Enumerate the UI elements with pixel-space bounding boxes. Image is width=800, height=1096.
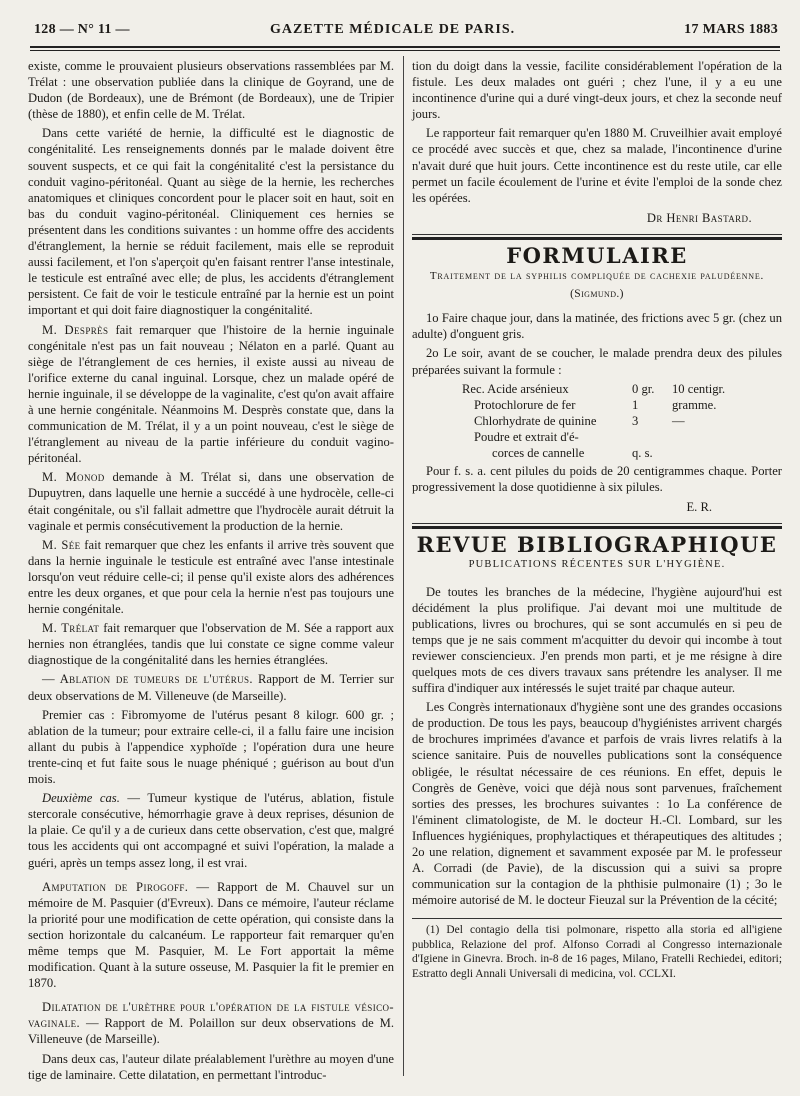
ingredient-name: corces de cannelle <box>492 445 585 460</box>
ingredient-unit: — <box>672 413 685 428</box>
section-heading: — Ablation de tumeurs de l'utérus. <box>42 672 253 687</box>
paragraph <box>28 879 394 992</box>
ingredient-name: Protochlorure de fer <box>474 397 576 412</box>
speaker-name: M. Monod <box>42 470 105 485</box>
paragraph <box>28 322 394 467</box>
section-heading: Amputation de Pirogoff. <box>42 879 189 894</box>
formula-row <box>412 429 782 445</box>
formulaire-author: (Sigmund.) <box>570 288 624 301</box>
paragraph <box>28 537 394 617</box>
prescription-formula <box>412 381 782 461</box>
revue-subtitle: PUBLICATIONS RÉCENTES SUR L'HYGIÈNE. <box>468 559 726 571</box>
formula-row <box>412 381 782 397</box>
section-heading: Dilatation de l'urèthre pour l'opération de la fistule vésico-vaginale. <box>28 1000 394 1031</box>
ingredient-name: Rec. Acide arsénieux <box>462 381 569 396</box>
speaker-name: M. Sée <box>42 537 81 552</box>
page-header <box>34 20 778 44</box>
paragraph-text: — Rapport de M. Polaillon sur deux observations de M. Villeneuve (de Marseille). <box>28 1016 394 1047</box>
paragraph: Dans cette variété de hernie, la difficulté est le diagnostic de congénitalité. Les renseignements donnés par le malade doivent être souvent suspects, et ce qui fait la congénitalité c'est la persistance du conduit vagino-péritonéal. Quant au siège de la hernie, les recherches anatomiques et cliniques concordent pour le placer soit en haut, soit en bas du conduit vagino-péritonéal. Cliniquement ces hernies se présentent dans les conditions suivantes : un homme offre des accidents d'étranglement, la hernie se réduit facilement, mais elle se reproduit aussi facilement, et l'on s'aperçoit qu'en faisant rentrer l'anse intestinale, le testicule est entraîné avec elle; de plus, les accidents d'étranglement persistent. Ce fait de voir le testicule entraîné par la hernie est un point important et qui doit faire diagnostiquer la congénitalité. <box>28 126 394 318</box>
paragraph: existe, comme le prouvaient plusieurs observations rassemblées par M. Trélat : une observation publiée dans la clinique de Goyrand, une de Dudon (de Bordeaux), une de Brémont (de Bordeaux), une de Tripier (thèse de 1880), et enfin celle de M. Trélat. <box>28 59 394 122</box>
paragraph-text: fait remarquer que l'observation de M. Sée a rapport aux hernies non étranglées, tandis que lui constate ce signe comme valeur diagnostique de la congénitalité dans les hernies étranglées. <box>28 621 394 668</box>
journal-title: GAZETTE MÉDICALE DE PARIS. <box>270 22 516 37</box>
formulaire-title: FORMULAIRE <box>506 242 688 268</box>
ingredient-qty: q. s. <box>632 445 653 460</box>
speaker-name: M. Desprès <box>42 322 109 337</box>
right-column <box>412 58 782 984</box>
paragraph-text: fait remarquer que chez les enfants il arrive très souvent que dans la hernie inguinale le testicule est entraîné avec l'anse intestinale lorsqu'on veut réduire celle-ci; il pense qu'il existe alors des adhérences entre les deux organes, et que pour cela la hernie n'est pas toujours une hernie congénitale. <box>28 537 394 617</box>
paragraph <box>28 999 394 1047</box>
paragraph <box>28 671 394 703</box>
ingredient-qty: 3 <box>632 413 639 428</box>
section-rule <box>412 234 782 235</box>
author-signature: E. R. <box>686 500 712 515</box>
section-rule-thick <box>412 526 782 529</box>
case-heading: Deuxième cas. <box>42 791 120 806</box>
paragraph-text: demande à M. Trélat si, dans une observation de Dupuytren, dans laquelle une hernie a succédé à une hydrocèle, celle-ci était congénitale, ou s'il fallait admettre que l'hydrocèle aurait détruit la vaginale et permis consécutivement la production de la hernie. <box>28 470 395 533</box>
header-rule <box>30 46 780 48</box>
formula-row <box>412 413 782 429</box>
ingredient-qty: 1 <box>632 397 639 412</box>
ingredient-qty: 0 gr. <box>632 381 655 396</box>
paragraph <box>28 469 394 533</box>
footnote-rule <box>412 918 782 919</box>
paragraph: 1o Faire chaque jour, dans la matinée, des frictions avec 5 gr. (chez un adulte) d'onguent gris. <box>412 311 782 342</box>
footnote: (1) Del contagio della tisi polmonare, rispetto alla storia ed all'igiene pubblica, Relazione del prof. Alfonso Corradi al Congresso internazionale d'Igiene in Ginevra. Broch. in-8 de 16 pages, Milano, Fratelli Rechiedei, editori; Estratto degli Annali Universali di medicina, vol. CCLXI. <box>412 924 782 980</box>
paragraph: Premier cas : Fibromyome de l'utérus pesant 8 kilogr. 600 gr. ; ablation de la tumeur; pour extraire celle-ci, il a fallu faire une incision allant du pubis à l'appendice xyphoïde ; l'opération dura une heure trente-cinq et fut faite sous le nuage phéniqué ; guérison au bout d'un mois. <box>28 707 394 787</box>
paragraph: De toutes les branches de la médecine, l'hygiène aujourd'hui est décidément la plus prolifique. J'ai devant moi une multitude de publications, livres ou brochures, qui se sont accumulés en si peu de temps que je ne sais comment m'acquitter du devoir qui incombe à tout reviewer consciencieux. J'en prends mon parti, et je me résigne à dire quelques mots de ces divers travaux sans prétendre les analyser. Il me suffira d'indiquer aux intéressés le sujet traité par chaque auteur. <box>412 584 782 696</box>
speaker-name: M. Trélat <box>42 621 100 636</box>
header-rule-thin <box>30 50 780 51</box>
paragraph-text: Rapport de M. Terrier sur deux observations de M. Villeneuve (de Marseille). <box>28 672 394 703</box>
paragraph-text: — Tumeur kystique de l'utérus, ablation, fistule stercorale consécutive, hémorrhagie grave à deux reprises, désunion de la plaie. Ce qu'il y a de curieux dans cette observation, c'est que, malgré tous les accidents qui ont accompagné et suivi l'opération, la malade a guéri, après un temps assez long, il est vrai. <box>28 791 394 870</box>
formula-row <box>412 397 782 413</box>
author-signature: Dr Henri Bastard. <box>646 210 752 225</box>
paragraph: Le rapporteur fait remarquer qu'en 1880 M. Cruveilhier avait employé ce procédé avec succès et que, chez sa malade, l'incontinence d'urine n'avait duré que huit jours. Cette incontinence est du reste utile, car elle permet un facile écoulement de l'urine et évite l'emploi de la sonde chez les opérées. <box>412 126 782 205</box>
paragraph: tion du doigt dans la vessie, facilite considérablement l'opération de la fistule. Les deux malades ont guéri ; chez l'une, il y a eu une incontinence d'urine qui a duré vingt-deux jours, et chez la seconde neuf jours. <box>412 59 782 122</box>
formula-row <box>412 445 782 461</box>
section-rule <box>412 523 782 524</box>
ingredient-unit: 10 centigr. <box>672 381 726 396</box>
formulaire-subtitle: Traitement de la syphilis compliquée de cachexie paludéenne. <box>429 270 765 283</box>
left-column <box>28 58 394 1086</box>
paragraph-text: fait remarquer que l'histoire de la hernie inguinale congénitale n'est pas un fait nouveau ; Nélaton en a parlé. Quant au siège de l'étranglement de ces hernies, il existe aussi au niveau de l'orifice externe du canal inguinal. Lorsque, chez un malade opéré de hernie inguinale, il se développe de la vaginalite, c'est qu'on avait affaire à une hernie congénitale. Néanmoins M. Desprès constate que, dans la communication de M. Trélat, il y a un point nouveau, c'est le siège de l'étranglement au niveau de la partie inférieure du conduit vagino-péritonéal. <box>28 322 394 466</box>
paragraph: Pour f. s. a. cent pilules du poids de 20 centigrammes chaque. Porter progressivement la dose quotidienne à six pilules. <box>412 464 782 495</box>
ingredient-unit: gramme. <box>672 397 717 412</box>
revue-title: REVUE BIBLIOGRAPHIQUE <box>416 532 778 558</box>
paragraph <box>28 620 394 668</box>
column-divider <box>403 56 404 1076</box>
paragraph: Les Congrès internationaux d'hygiène sont une des grandes occasions de production. De tous les pays, beaucoup d'hygiénistes arrivent chargés de brochures imprimées d'avance et parfois de vrais livres relatifs à la science sanitaire. Puis de nouvelles publications sont la conséquence obligée, le résultat nécessaire de ces réunions. En effet, depuis le Congrès de Genève, voici que déjà nous sont parvenues, fraîchement sorties des presses, les brochures suivantes : 1o La conférence de l'éminent climatologiste, de M. le docteur H.-Cl. Lombard, sur les Influences hygiéniques, prophylactiques et thérapeutiques des altitudes ; 2o une relation, dignement et savamment exposée par M. le professeur A. Corradi (de Pavie), de la discussion qui a suivi sa propre communication sur la contagion de la phthisie pulmonaire (1) ; 3o le mémoire autorisé de M. le docteur Fieuzal sur la Prévention de la cécité; <box>412 700 782 908</box>
section-rule-thick <box>412 237 782 240</box>
paragraph: 2o Le soir, avant de se coucher, le malade prendra deux des pilules préparées suivant la formule : <box>412 346 782 377</box>
paragraph <box>28 790 394 870</box>
ingredient-name: Chlorhydrate de quinine <box>474 413 597 428</box>
page-number: 128 — N° 11 — <box>34 22 130 37</box>
issue-date: 17 MARS 1883 <box>684 22 778 37</box>
paragraph: Dans deux cas, l'auteur dilate préalablement l'urèthre au moyen d'une tige de laminaire. Cette dilatation, en permettant l'introduc- <box>28 1051 394 1082</box>
paragraph-text: — Rapport de M. Chauvel sur un mémoire de M. Pasquier (d'Evreux). Dans ce mémoire, l'auteur réclame la priorité pour une modification de cette opération, qui consiste dans la section horizontale du calcanéum. Le rapporteur fait remarquer qu'en même temps que M. Pasquier, M. Le Fort apportait la même modification. Quant à la suture osseuse, M. Pasquier la fit le premier en 1870. <box>28 879 394 991</box>
ingredient-name: Poudre et extrait d'é- <box>474 429 579 444</box>
